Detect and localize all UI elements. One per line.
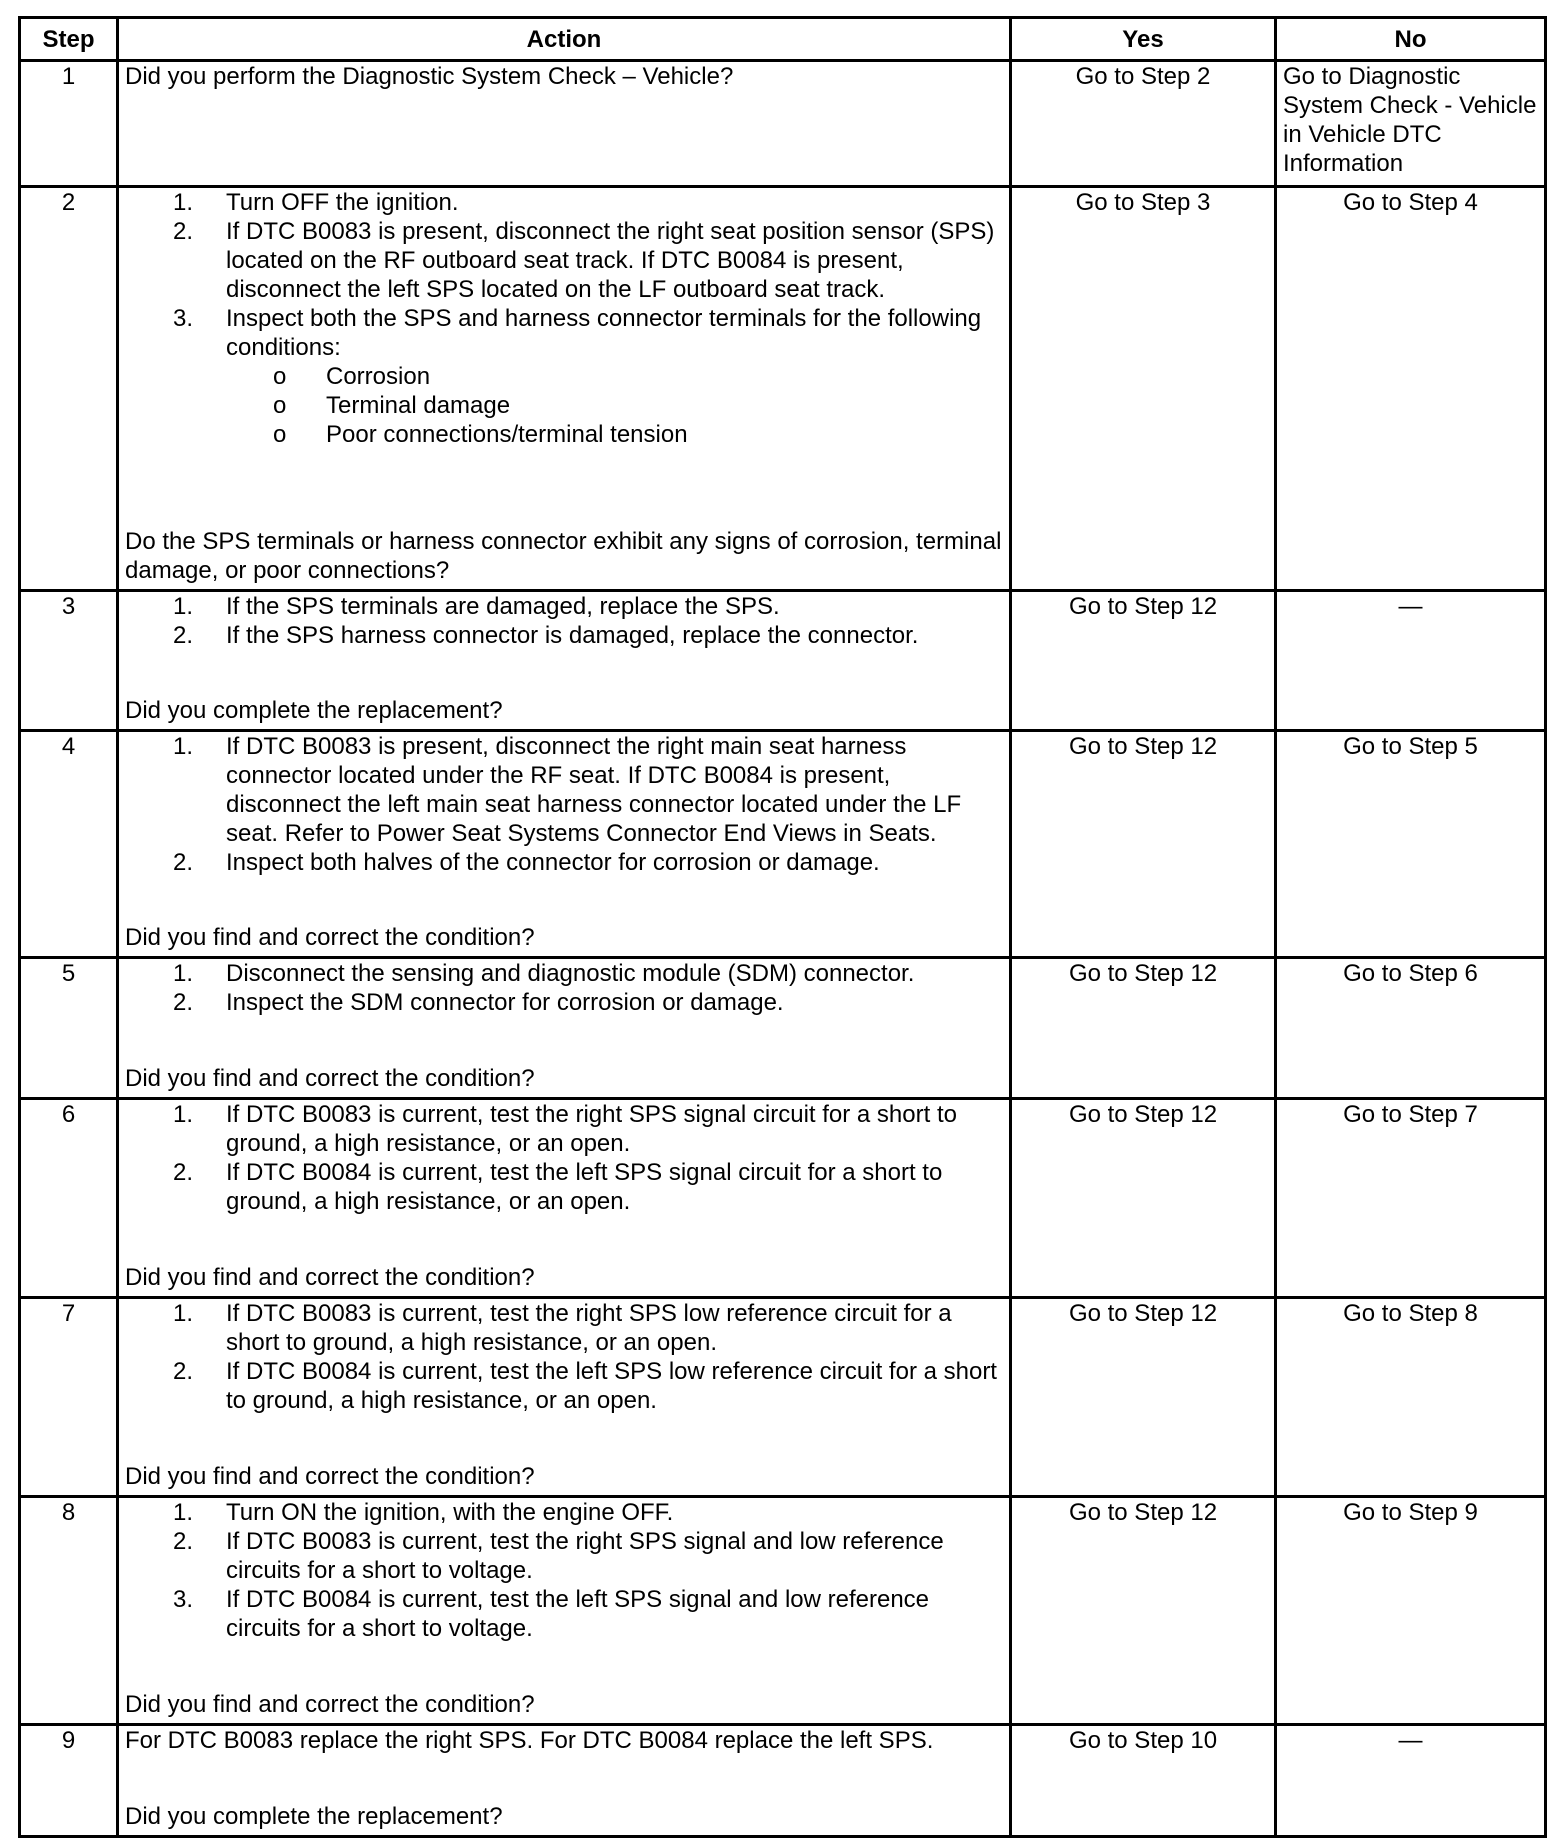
condition-item: o Terminal damage xyxy=(273,391,1003,420)
action-question: Did you find and correct the condition? xyxy=(125,1463,535,1490)
action-step: Inspect the SDM connector for corrosion or damage. xyxy=(226,989,784,1016)
yes-cell: Go to Step 2 xyxy=(1011,61,1276,187)
action-step: If DTC B0083 is present, disconnect the right main seat harness connector located under the RF seat. If DTC B0084 is present, disconnect the left main seat harness connector located under the LF seat. Refer to Power Seat Systems Connector End Views in Seats. xyxy=(226,733,962,847)
condition-item: o Poor connections/terminal tension xyxy=(273,420,1003,449)
header-step: Step xyxy=(20,18,118,61)
action-cell xyxy=(118,1099,1011,1298)
no-cell: — xyxy=(1276,591,1546,731)
step-number: 1 xyxy=(20,61,118,187)
action-cell xyxy=(118,591,1011,731)
action-steps xyxy=(125,592,1003,650)
step-number: 5 xyxy=(20,958,118,1099)
table-row xyxy=(20,61,1546,187)
action-step: If the SPS terminals are damaged, replace the SPS. xyxy=(226,593,780,620)
action-question: Did you find and correct the condition? xyxy=(125,924,535,951)
yes-cell: Go to Step 12 xyxy=(1011,1497,1276,1725)
action-step: If DTC B0084 is current, test the left SPS signal and low reference circuits for a short to voltage. xyxy=(226,1586,930,1642)
table-row xyxy=(20,731,1546,958)
table-row xyxy=(20,591,1546,731)
table-row xyxy=(20,1099,1546,1298)
action-step: Inspect both halves of the connector for corrosion or damage. xyxy=(226,849,880,876)
no-cell: Go to Step 8 xyxy=(1276,1298,1546,1497)
action-question: Do the SPS terminals or harness connector exhibit any signs of corrosion, terminal damage, or poor connections? xyxy=(125,528,1002,584)
action-step: If the SPS harness connector is damaged, replace the connector. xyxy=(226,622,919,649)
table-row xyxy=(20,187,1546,591)
header-yes: Yes xyxy=(1011,18,1276,61)
step-number: 3 xyxy=(20,591,118,731)
step-number: 7 xyxy=(20,1298,118,1497)
action-question: Did you complete the replacement? xyxy=(125,1803,503,1830)
action-cell xyxy=(118,1725,1011,1837)
action-question: Did you find and correct the condition? xyxy=(125,1691,535,1718)
yes-cell: Go to Step 12 xyxy=(1011,731,1276,958)
action-cell xyxy=(118,1497,1011,1725)
action-step: If DTC B0084 is current, test the left SPS low reference circuit for a short to ground, a high resistance, or an open. xyxy=(226,1358,997,1414)
action-cell xyxy=(118,61,1011,187)
action-steps xyxy=(125,1498,1003,1643)
yes-cell: Go to Step 12 xyxy=(1011,958,1276,1099)
action-text: Did you perform the Diagnostic System Check – Vehicle? xyxy=(125,63,734,90)
action-question: Did you complete the replacement? xyxy=(125,697,503,724)
action-question: Did you find and correct the condition? xyxy=(125,1264,535,1291)
action-step: If DTC B0083 is current, test the right SPS low reference circuit for a short to ground, a high resistance, or an open. xyxy=(226,1300,952,1356)
no-cell: Go to Step 6 xyxy=(1276,958,1546,1099)
header-action: Action xyxy=(118,18,1011,61)
action-step: If DTC B0083 is current, test the right SPS signal and low reference circuits for a short to voltage. xyxy=(226,1528,944,1584)
yes-cell: Go to Step 12 xyxy=(1011,591,1276,731)
action-step: Inspect both the SPS and harness connector terminals for the following conditions: xyxy=(226,305,982,361)
header-row xyxy=(20,18,1546,61)
action-cell xyxy=(118,187,1011,591)
table-row xyxy=(20,958,1546,1099)
step-number: 9 xyxy=(20,1725,118,1837)
no-cell: Go to Step 5 xyxy=(1276,731,1546,958)
action-step: Turn ON the ignition, with the engine OFF. xyxy=(226,1499,674,1526)
yes-cell: Go to Step 3 xyxy=(1011,187,1276,591)
action-steps xyxy=(125,1299,1003,1415)
no-cell: Go to Step 9 xyxy=(1276,1497,1546,1725)
table-row xyxy=(20,1497,1546,1725)
no-cell: Go to Diagnostic System Check - Vehicle in Vehicle DTC Information xyxy=(1276,61,1546,187)
header-no: No xyxy=(1276,18,1546,61)
action-steps xyxy=(125,1100,1003,1216)
step-number: 4 xyxy=(20,731,118,958)
action-cell xyxy=(118,958,1011,1099)
action-cell xyxy=(118,731,1011,958)
action-step: If DTC B0083 is current, test the right SPS signal circuit for a short to ground, a high resistance, or an open. xyxy=(226,1101,957,1157)
action-step: If DTC B0083 is present, disconnect the right seat position sensor (SPS) located on the RF outboard seat track. If DTC B0084 is present, disconnect the left SPS located on the LF outboard seat track. xyxy=(226,218,995,303)
condition-list xyxy=(125,362,1003,449)
action-step: Disconnect the sensing and diagnostic module (SDM) connector. xyxy=(226,960,915,987)
step-number: 6 xyxy=(20,1099,118,1298)
yes-cell: Go to Step 12 xyxy=(1011,1099,1276,1298)
action-steps xyxy=(125,732,1003,877)
no-cell: Go to Step 4 xyxy=(1276,187,1546,591)
step-number: 2 xyxy=(20,187,118,591)
action-steps xyxy=(125,188,1003,362)
yes-cell: Go to Step 10 xyxy=(1011,1725,1276,1837)
action-text: For DTC B0083 replace the right SPS. For DTC B0084 replace the left SPS. xyxy=(125,1727,934,1754)
condition-item: o Corrosion xyxy=(273,362,1003,391)
no-cell: Go to Step 7 xyxy=(1276,1099,1546,1298)
step-number: 8 xyxy=(20,1497,118,1725)
table-row xyxy=(20,1298,1546,1497)
no-cell: — xyxy=(1276,1725,1546,1837)
action-step: Turn OFF the ignition. xyxy=(226,189,459,216)
action-question: Did you find and correct the condition? xyxy=(125,1065,535,1092)
yes-cell: Go to Step 12 xyxy=(1011,1298,1276,1497)
action-cell xyxy=(118,1298,1011,1497)
diagnostic-table xyxy=(18,16,1547,1838)
action-steps xyxy=(125,959,1003,1017)
table-row xyxy=(20,1725,1546,1837)
action-step: If DTC B0084 is current, test the left SPS signal circuit for a short to ground, a high resistance, or an open. xyxy=(226,1159,943,1215)
